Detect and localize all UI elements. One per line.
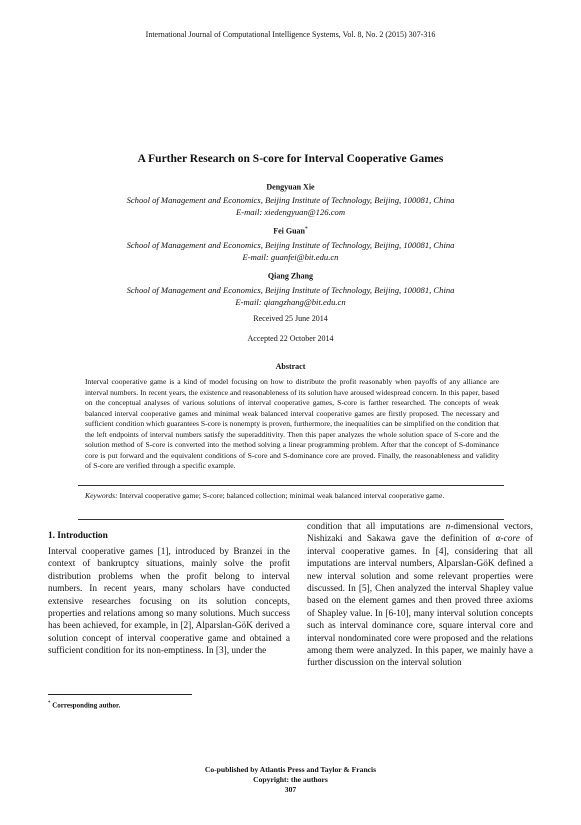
keywords-top-rule: [78, 485, 504, 486]
author-email: E-mail: qiangzhang@bit.edu.cn: [235, 297, 346, 307]
section-heading: 1. Introduction: [48, 531, 108, 541]
author-affiliation: School of Management and Economics, Beijing Institute of Technology, Beijing, 100081, China: [126, 285, 455, 295]
keywords-bottom-rule: [78, 519, 504, 520]
keywords-text: Interval cooperative game; S-core; balanced collection; minimal weak balanced interval cooperative game.: [119, 491, 445, 500]
author-name: Fei Guan*: [273, 226, 308, 236]
footnote-mark: *: [304, 226, 308, 232]
accepted-date: Accepted 22 October 2014: [247, 334, 334, 343]
footer-publisher: Co-published by Atlantis Press and Taylor & Francis: [204, 765, 377, 774]
right-column-text: condition that all imputations are n-dimensional vectors, Nishizaki and Sakawa gave the definition of α-core of interval cooperative games. In [4], considering that all imputations are interval numbers, Alparslan-GöK defined a new interval solution and some relevant properties were discussed. In [5], Chen analyzed the interval Shapley value based on the element games and then proved three axioms of Shapley value. In [6-10], many interval solution concepts such as interval dominance core, square interval core and interval nondominated core were proposed and the relations among them were analyzed. In this paper, we mainly have a further discussion on the interval solution: [307, 522, 533, 669]
footnote: * Corresponding author.: [48, 701, 121, 710]
author-email: E-mail: guanfei@bit.edu.cn: [242, 252, 339, 262]
abstract-heading: Abstract: [275, 362, 306, 371]
author-affiliation: School of Management and Economics, Beijing Institute of Technology, Beijing, 100081, China: [126, 195, 455, 205]
author-name: Dengyuan Xie: [266, 182, 315, 192]
author-name: Qiang Zhang: [267, 271, 314, 281]
received-date: Received 25 June 2014: [253, 314, 328, 323]
keywords-label: Keywords: [85, 491, 116, 500]
journal-header: International Journal of Computational Intelligence Systems, Vol. 8, No. 2 (2015) 307-316: [145, 30, 436, 39]
paper-title: A Further Research on S-core for Interval Cooperative Games: [137, 153, 444, 165]
abstract-text: Interval cooperative game is a kind of model focusing on how to distribute the profit reasonably when payoffs of any alliance are interval numbers. In recent years, the existence and reasonableness of its solution have aroused widespread concern. In this paper, based on the conceptual analyses of various solutions of interval cooperative games, S-core is farther researched. The concepts of weak balanced interval cooperative games and minimal weak balanced interval cooperative games are firstly proposed. The necessary and sufficient condition which guarantees S-core is nonempty is proven, furthermore, the inequalities can be simplified on the condition that the left endpoints of interval numbers satisfy the superadditivity. Then this paper analyzes the whole solution space of S-core and the solution method of S-core is converted into the method solving a linear programming problem. After that the concept of S-dominance core is put forward and the equivalent conditions of S-core and S-dominance core are proved. Finally, the reasonableness and validity of S-core are verified through a specific example.: [85, 377, 499, 471]
author-email: E-mail: xiedengyuan@126.com: [235, 207, 346, 217]
author-affiliation: School of Management and Economics, Beijing Institute of Technology, Beijing, 100081, China: [126, 240, 455, 250]
keywords: Keywords: Interval cooperative game; S-core; balanced collection; minimal weak balanced interval cooperative game.: [85, 491, 445, 500]
footer-copyright: Copyright: the authors: [253, 775, 328, 784]
page-number: 307: [284, 785, 297, 794]
footnote-rule: [48, 694, 192, 695]
left-column-text: Interval cooperative games [1], introduced by Branzei in the context of bankruptcy situations, mainly solve the profit distribution problems when the profit belong to interval numbers. In recent years, many scholars have conducted extensive researches focusing on its solution concepts, properties and relations among so many solutions. Much success has been achieved, for example, in [2], Alparslan-GöK derived a solution concept of interval cooperative game and obtained a sufficient condition for its non-emptiness. In [3], under the: [48, 547, 290, 657]
